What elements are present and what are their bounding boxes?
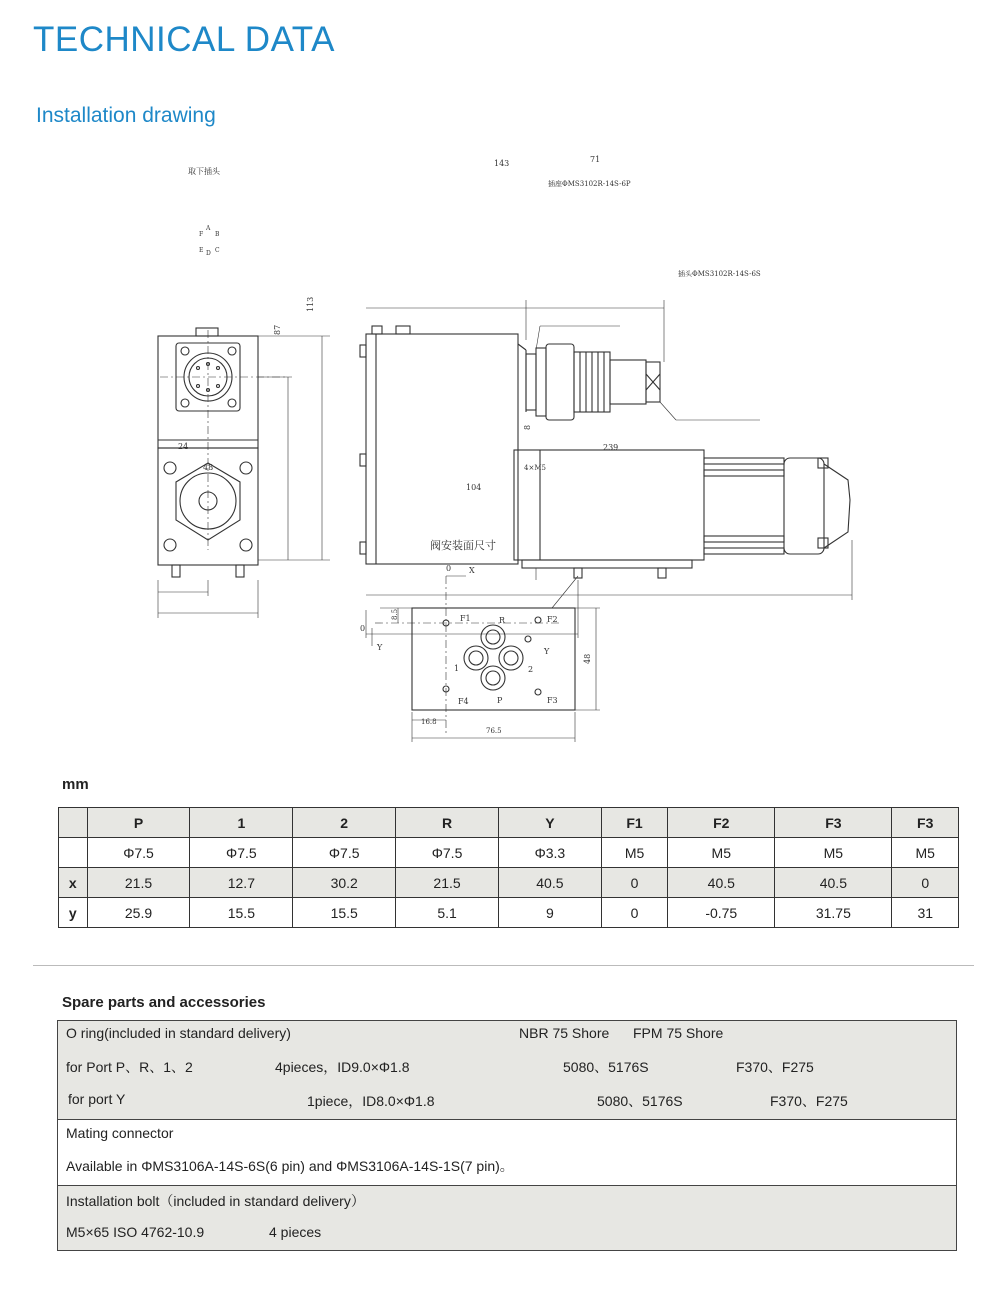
mounting-face-title: 阀安装面尺寸 <box>430 539 496 552</box>
o-ring-port-1: for Port P、R、1、2 <box>66 1059 193 1075</box>
svg-text:E: E <box>199 247 204 254</box>
unit-label: mm <box>62 776 89 793</box>
divider <box>33 965 974 966</box>
socket-label: 插座ΦMS3102R-14S-6P <box>548 180 631 188</box>
base-plate <box>522 560 692 568</box>
svg-text:0: 0 <box>446 564 452 573</box>
svg-text:F3: F3 <box>547 696 558 705</box>
svg-text:B: B <box>215 231 220 238</box>
svg-text:A: A <box>206 225 211 232</box>
svg-text:48: 48 <box>583 653 592 664</box>
fpm-header: FPM 75 Shore <box>633 1025 724 1041</box>
bolt-spec: M5×65 ISO 4762-10.9 <box>66 1224 205 1240</box>
svg-text:104: 104 <box>466 483 482 492</box>
svg-text:87: 87 <box>273 324 282 335</box>
o-ring-nbr-2: 5080、5176S <box>597 1093 683 1109</box>
o-ring-qty-1: 4pieces，ID9.0×Φ1.8 <box>275 1059 410 1075</box>
table-row: x 21.5 12.7 30.2 21.5 40.5 0 40.5 40.5 0 <box>59 868 959 898</box>
svg-text:Y: Y <box>377 643 383 652</box>
svg-text:113: 113 <box>306 296 315 312</box>
page-title: TECHNICAL DATA <box>33 20 335 59</box>
svg-text:F: F <box>199 231 204 238</box>
svg-text:P: P <box>497 696 503 705</box>
svg-text:8: 8 <box>523 424 532 430</box>
o-ring-fpm-1: F370、F275 <box>736 1059 814 1075</box>
spare-parts-box <box>57 1020 957 1251</box>
svg-text:48: 48 <box>203 463 214 472</box>
svg-text:D: D <box>206 250 211 257</box>
svg-text:2: 2 <box>528 665 534 674</box>
bolt-section <box>58 1186 956 1250</box>
front-top-tab <box>196 328 218 336</box>
spare-parts-title: Spare parts and accessories <box>62 994 266 1011</box>
svg-text:24: 24 <box>178 442 189 451</box>
nbr-header: NBR 75 Shore <box>519 1025 610 1041</box>
connector-text: Available in ΦMS3106A-14S-6S(6 pin) and ΦMS3106A-14S-1S(7 pin)。 <box>66 1158 514 1174</box>
bolt-qty: 4 pieces <box>269 1224 322 1240</box>
svg-text:F4: F4 <box>458 697 469 706</box>
side-valve-body <box>366 334 518 564</box>
connector-section <box>58 1120 956 1186</box>
svg-text:143: 143 <box>494 159 510 168</box>
svg-text:1: 1 <box>454 664 460 673</box>
connector-heading: Mating connector <box>66 1125 174 1141</box>
o-ring-nbr-1: 5080、5176S <box>563 1059 649 1075</box>
svg-text:Y: Y <box>544 647 550 656</box>
bolt-heading: Installation bolt（included in standard delivery） <box>66 1193 365 1209</box>
svg-text:71: 71 <box>590 155 601 164</box>
svg-text:C: C <box>215 247 220 254</box>
connector-plug <box>546 344 574 420</box>
svg-text:8.5: 8.5 <box>391 608 399 620</box>
table-row: Φ7.5 Φ7.5 Φ7.5 Φ7.5 Φ3.3 M5 M5 M5 M5 <box>59 838 959 868</box>
port-dimensions-table <box>58 807 959 928</box>
o-ring-section <box>58 1021 956 1120</box>
o-ring-heading: O ring(included in standard delivery) <box>66 1025 291 1041</box>
plug-label: 插头ΦMS3102R-14S-6S <box>678 270 761 278</box>
section-subtitle: Installation drawing <box>36 104 216 127</box>
o-ring-port-2: for port Y <box>68 1091 126 1107</box>
svg-text:239: 239 <box>603 443 619 452</box>
installation-drawing <box>0 140 986 760</box>
svg-text:4×M5: 4×M5 <box>524 464 546 472</box>
svg-text:76.5: 76.5 <box>486 727 502 735</box>
svg-text:F1: F1 <box>460 614 471 623</box>
svg-text:16.8: 16.8 <box>421 718 437 726</box>
o-ring-qty-2: 1piece，ID8.0×Φ1.8 <box>307 1093 435 1109</box>
table-row: y 25.9 15.5 15.5 5.1 9 0 -0.75 31.75 31 <box>59 898 959 928</box>
svg-text:R: R <box>499 616 506 625</box>
svg-text:0: 0 <box>360 624 366 633</box>
svg-text:F2: F2 <box>547 615 558 624</box>
svg-text:X: X <box>469 566 475 575</box>
table-header-row: P 1 2 R Y F1 F2 F3 F3 <box>59 808 959 838</box>
front-view-label: 取下插头 <box>188 167 220 176</box>
o-ring-fpm-2: F370、F275 <box>770 1093 848 1109</box>
